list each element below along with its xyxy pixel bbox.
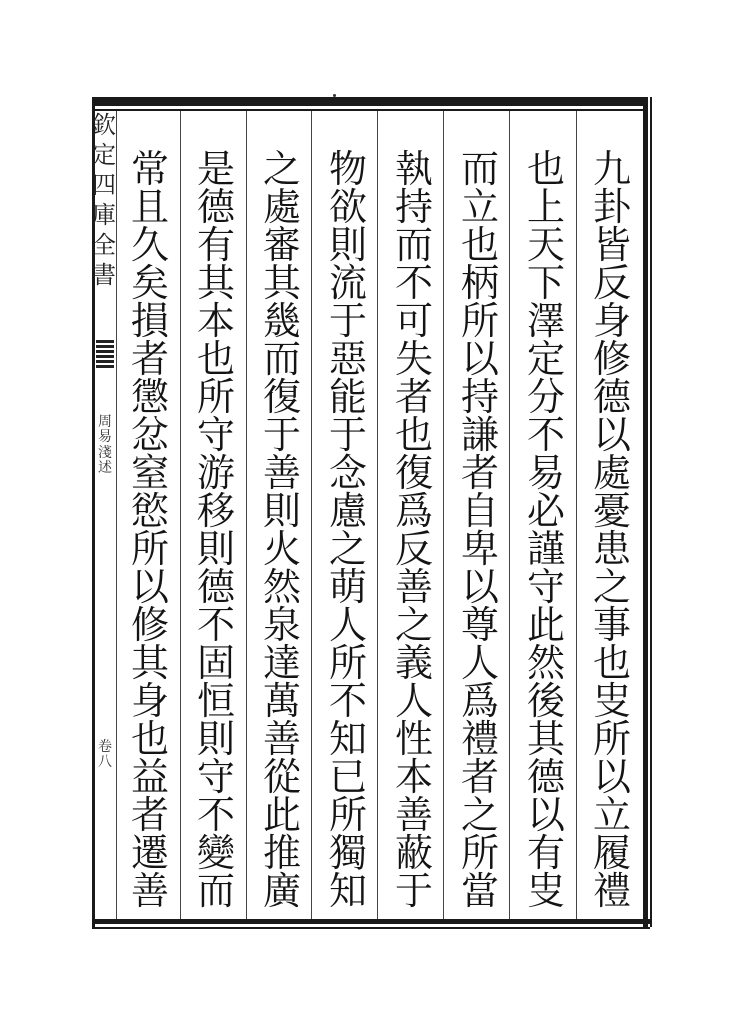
text-column-4 xyxy=(386,147,442,913)
character: 廣 xyxy=(262,869,301,913)
character: 持 xyxy=(460,375,499,419)
character: 之 xyxy=(328,527,367,571)
gutter-title xyxy=(92,110,116,290)
gutter-character: 述 xyxy=(98,460,112,477)
right-border-thick xyxy=(643,97,648,927)
character: 卦 xyxy=(592,185,631,229)
character: 之 xyxy=(394,603,433,647)
gutter-character: 庫 xyxy=(92,201,116,229)
gutter-book-title xyxy=(97,415,113,477)
character: 㡬 xyxy=(262,299,301,343)
text-column-3 xyxy=(452,147,508,913)
character: 澤 xyxy=(526,299,565,343)
character: 謹 xyxy=(526,527,565,571)
character: 立 xyxy=(592,793,631,837)
character: 于 xyxy=(394,869,433,913)
character: 其 xyxy=(262,261,301,305)
character: 且 xyxy=(130,185,169,229)
character: 達 xyxy=(262,641,301,685)
character: 守 xyxy=(196,413,235,457)
character: 者 xyxy=(130,793,169,837)
character: 物 xyxy=(328,147,367,191)
character: 所 xyxy=(460,299,499,343)
character: 則 xyxy=(262,489,301,533)
character: 反 xyxy=(592,261,631,305)
gutter-character: 卷 xyxy=(98,739,112,755)
character: 修 xyxy=(592,337,631,381)
character: 審 xyxy=(262,223,301,267)
character: 念 xyxy=(328,451,367,495)
gutter-character: 欽 xyxy=(92,111,116,139)
gutter-character: 周 xyxy=(98,414,112,430)
character: 修 xyxy=(130,603,169,647)
character: 遷 xyxy=(130,831,169,875)
character: 性 xyxy=(394,717,433,761)
character: 于 xyxy=(262,413,301,457)
character: 矣 xyxy=(130,261,169,305)
text-column-7 xyxy=(188,147,244,913)
gutter-character: 淺 xyxy=(98,444,112,461)
character: 不 xyxy=(196,603,235,647)
character: 推 xyxy=(262,831,301,875)
column-divider xyxy=(180,111,181,919)
character: 以 xyxy=(526,793,565,837)
character: 復 xyxy=(394,451,433,495)
character: 九 xyxy=(592,147,631,191)
character: 以 xyxy=(460,565,499,609)
character: 人 xyxy=(460,641,499,685)
text-column-8 xyxy=(122,147,178,913)
character: 義 xyxy=(394,641,433,685)
character: 所 xyxy=(196,375,235,419)
character: 也 xyxy=(394,413,433,457)
character: 久 xyxy=(130,223,169,267)
character: 知 xyxy=(328,869,367,913)
character: 于 xyxy=(328,299,367,343)
character: 蔽 xyxy=(394,831,433,875)
gutter-character: 全 xyxy=(92,231,116,259)
character: 也 xyxy=(592,641,631,685)
character: 也 xyxy=(526,147,565,191)
gutter-character: 八 xyxy=(98,754,112,771)
character: 處 xyxy=(592,451,631,495)
character: 固 xyxy=(196,641,235,685)
character: 窒 xyxy=(130,451,169,495)
column-divider xyxy=(509,111,510,919)
character: 有 xyxy=(196,223,235,267)
character: 也 xyxy=(196,337,235,381)
character: 移 xyxy=(196,489,235,533)
character: 不 xyxy=(328,679,367,723)
fish-tail-mark xyxy=(96,340,114,368)
character: 德 xyxy=(196,185,235,229)
character: 謙 xyxy=(460,413,499,457)
character: 其 xyxy=(196,261,235,305)
character: 當 xyxy=(460,869,499,913)
bottom-border-thin xyxy=(92,927,650,929)
character: 而 xyxy=(196,869,235,913)
gutter-juan-number xyxy=(97,740,113,771)
character: 可 xyxy=(394,299,433,343)
character: 而 xyxy=(394,223,433,267)
character: 禮 xyxy=(592,869,631,913)
character: 之 xyxy=(592,565,631,609)
character: 于 xyxy=(328,413,367,457)
character: 㕜 xyxy=(592,679,631,723)
character: 所 xyxy=(130,527,169,571)
character: 善 xyxy=(394,793,433,837)
character: 不 xyxy=(196,793,235,837)
character: 從 xyxy=(262,755,301,799)
character: 常 xyxy=(130,147,169,191)
character: 患 xyxy=(592,527,631,571)
character: 德 xyxy=(526,755,565,799)
character: 善 xyxy=(262,717,301,761)
character: 本 xyxy=(196,299,235,343)
text-column-5 xyxy=(320,147,376,913)
character: 禮 xyxy=(460,717,499,761)
top-border-thin xyxy=(92,109,647,111)
character: 泉 xyxy=(262,603,301,647)
character: 以 xyxy=(460,337,499,381)
character: 所 xyxy=(328,641,367,685)
bottom-border-thick xyxy=(92,919,650,924)
character: 忿 xyxy=(130,413,169,457)
character: 善 xyxy=(394,565,433,609)
character: 善 xyxy=(130,869,169,913)
character: 自 xyxy=(460,489,499,533)
gutter-character: 易 xyxy=(98,429,112,446)
gutter-character: 書 xyxy=(92,261,116,289)
character: 以 xyxy=(592,413,631,457)
character: 分 xyxy=(526,375,565,419)
character: 知 xyxy=(328,717,367,761)
character: 萬 xyxy=(262,679,301,723)
character: 德 xyxy=(196,565,235,609)
character: 所 xyxy=(328,793,367,837)
character: 易 xyxy=(526,451,565,495)
column-divider xyxy=(116,111,117,919)
character: 事 xyxy=(592,603,631,647)
character: 皆 xyxy=(592,223,631,267)
character: 處 xyxy=(262,185,301,229)
character: 所 xyxy=(592,717,631,761)
character: 定 xyxy=(526,337,565,381)
character: 人 xyxy=(394,679,433,723)
character: 然 xyxy=(526,641,565,685)
character: 變 xyxy=(196,831,235,875)
character: 損 xyxy=(130,299,169,343)
character: 也 xyxy=(460,223,499,267)
character: 惡 xyxy=(328,337,367,381)
character: 不 xyxy=(526,413,565,457)
character: 而 xyxy=(460,147,499,191)
character: 懲 xyxy=(130,375,169,419)
character: 身 xyxy=(592,299,631,343)
character: 能 xyxy=(328,375,367,419)
character: 尊 xyxy=(460,603,499,647)
gutter-character: 定 xyxy=(92,141,116,169)
character: 已 xyxy=(328,755,367,799)
column-divider xyxy=(443,111,444,919)
character: 不 xyxy=(394,261,433,305)
character: 以 xyxy=(592,755,631,799)
column-divider xyxy=(311,111,312,919)
text-column-1 xyxy=(584,147,640,913)
text-column-2 xyxy=(518,147,574,913)
character: 柄 xyxy=(460,261,499,305)
character: 履 xyxy=(592,831,631,875)
character: 則 xyxy=(196,527,235,571)
character: 則 xyxy=(328,223,367,267)
character: 而 xyxy=(262,337,301,381)
character: 爲 xyxy=(460,679,499,723)
character: 之 xyxy=(262,147,301,191)
character: 獨 xyxy=(328,831,367,875)
character: 流 xyxy=(328,261,367,305)
character: 守 xyxy=(196,755,235,799)
character: 失 xyxy=(394,337,433,381)
character: 萌 xyxy=(328,565,367,609)
character: 益 xyxy=(130,755,169,799)
character: 反 xyxy=(394,527,433,571)
character: 慮 xyxy=(328,489,367,533)
character: 其 xyxy=(526,717,565,761)
character: 本 xyxy=(394,755,433,799)
character: 立 xyxy=(460,185,499,229)
character: 人 xyxy=(328,603,367,647)
character: 也 xyxy=(130,717,169,761)
character: 此 xyxy=(262,793,301,837)
character: 卑 xyxy=(460,527,499,571)
character: 有 xyxy=(526,831,565,875)
character: 身 xyxy=(130,679,169,723)
character: 下 xyxy=(526,261,565,305)
character: 必 xyxy=(526,489,565,533)
right-border-thin xyxy=(650,97,652,927)
character: 後 xyxy=(526,679,565,723)
character: 爲 xyxy=(394,489,433,533)
character: 守 xyxy=(526,565,565,609)
character: 善 xyxy=(262,451,301,495)
character: 火 xyxy=(262,527,301,571)
column-divider xyxy=(377,111,378,919)
character: 持 xyxy=(394,185,433,229)
character: 者 xyxy=(460,755,499,799)
character: 所 xyxy=(460,831,499,875)
character: 是 xyxy=(196,147,235,191)
character: 德 xyxy=(592,375,631,419)
top-border-thick xyxy=(92,97,647,106)
character: 㕜 xyxy=(526,869,565,913)
character: 慾 xyxy=(130,489,169,533)
character: 此 xyxy=(526,603,565,647)
column-divider xyxy=(246,111,247,919)
character: 以 xyxy=(130,565,169,609)
character: 則 xyxy=(196,717,235,761)
gutter-character: 四 xyxy=(92,171,116,199)
character: 恒 xyxy=(196,679,235,723)
character: 天 xyxy=(526,223,565,267)
text-column-6 xyxy=(254,147,310,913)
character: 上 xyxy=(526,185,565,229)
character: 欲 xyxy=(328,185,367,229)
character: 者 xyxy=(130,337,169,381)
character: 復 xyxy=(262,375,301,419)
character: 執 xyxy=(394,147,433,191)
column-divider xyxy=(576,111,577,919)
character: 其 xyxy=(130,641,169,685)
character: 者 xyxy=(460,451,499,495)
character: 之 xyxy=(460,793,499,837)
character: 憂 xyxy=(592,489,631,533)
character: 然 xyxy=(262,565,301,609)
character: 游 xyxy=(196,451,235,495)
character: 者 xyxy=(394,375,433,419)
